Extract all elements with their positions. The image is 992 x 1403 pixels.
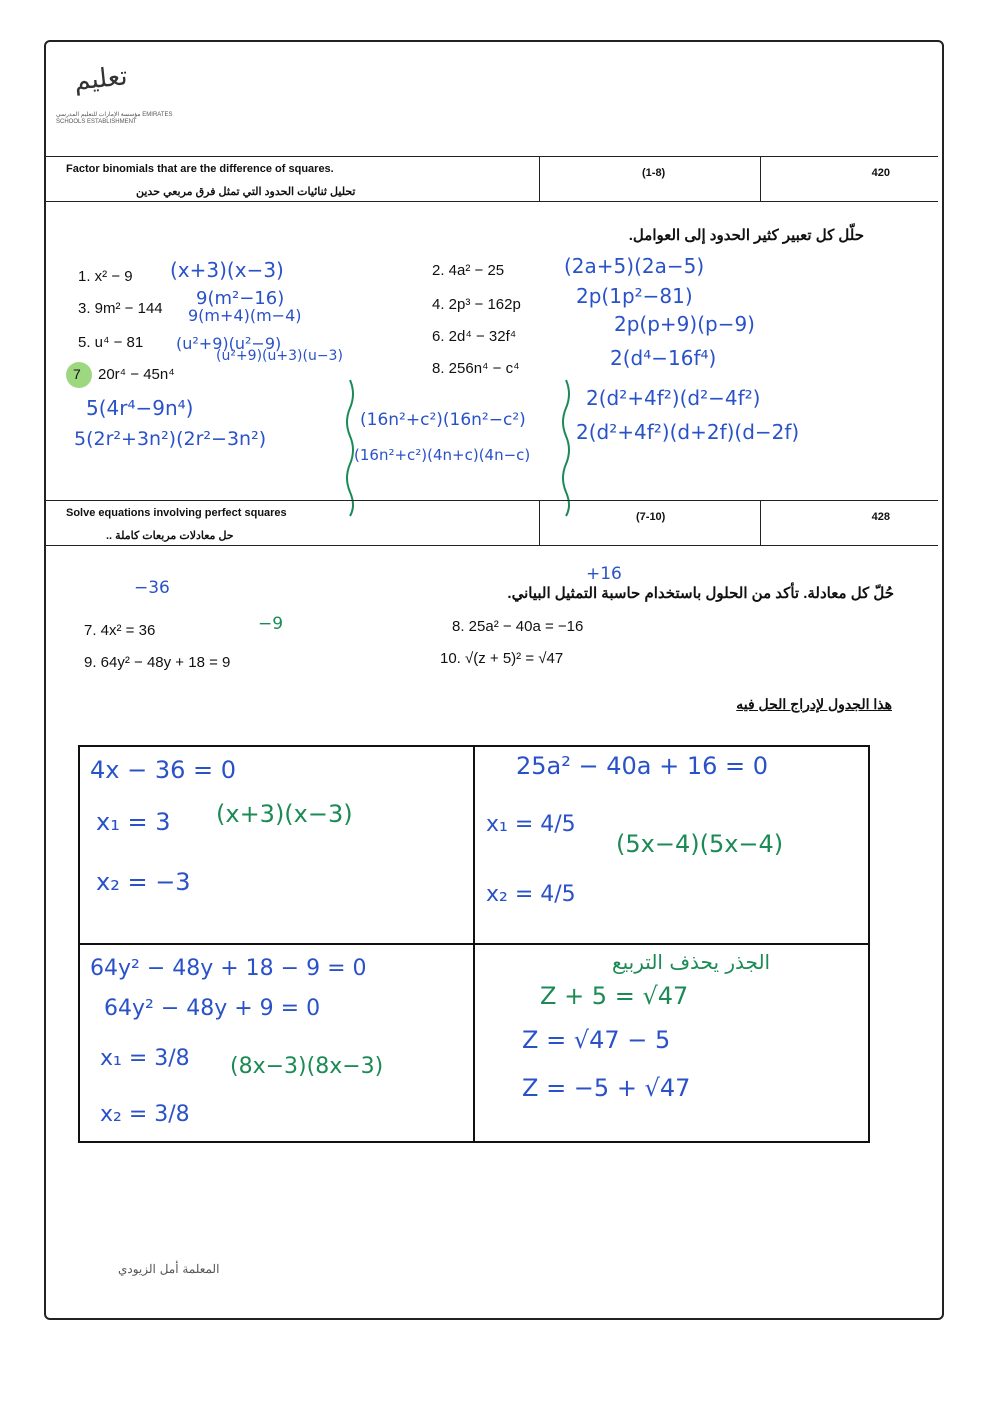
answer-5b: (u²+9)(u+3)(u−3) bbox=[216, 348, 343, 364]
logo-subtitle: مؤسسة الإمارات للتعليم المدرسي EMIRATES SCHOOLS ESTABLISHMENT bbox=[56, 112, 173, 125]
cell2-line4: x₂ = 4/5 bbox=[486, 882, 576, 907]
cell2-line1: 25a² − 40a + 16 = 0 bbox=[516, 752, 769, 780]
section1-title-en: Factor binomials that are the difference of squares. bbox=[66, 163, 334, 175]
answer-6c: 2(d²+4f²)(d+2f)(d−2f) bbox=[576, 420, 800, 444]
problem-4: 4. 2p³ − 162p bbox=[432, 296, 521, 313]
note-7: −36 bbox=[134, 578, 170, 598]
cell4-note: الجذر يحذف التربيع bbox=[612, 950, 771, 974]
answer-8a: (16n²+c²)(16n²−c²) bbox=[360, 410, 526, 430]
cell2-line2: x₁ = 4/5 bbox=[486, 812, 576, 837]
solution-table bbox=[78, 745, 870, 1143]
problem-6: 6. 2d⁴ − 32f⁴ bbox=[432, 328, 517, 345]
equation-7: 7. 4x² = 36 bbox=[84, 622, 156, 639]
section2-page: 428 bbox=[871, 511, 890, 523]
problem-5: 5. u⁴ − 81 bbox=[78, 334, 144, 351]
section1-range: (1-8) bbox=[642, 167, 666, 179]
logo-text: تعليم bbox=[72, 61, 129, 97]
problem-3: 3. 9m² − 144 bbox=[78, 300, 163, 317]
problem-7: 20r⁴ − 45n⁴ bbox=[98, 366, 175, 383]
section2-range: (7-10) bbox=[636, 511, 666, 523]
section1-page: 420 bbox=[871, 167, 890, 179]
problem-2: 2. 4a² − 25 bbox=[432, 262, 505, 279]
section1-title-ar: تحليل ثنائيات الحدود التي تمثل فرق مربعي حدين bbox=[136, 186, 356, 198]
problem-1: 1. x² − 9 bbox=[78, 268, 133, 285]
cell1-line3: (x+3)(x−3) bbox=[216, 800, 353, 828]
section2-instruction: حُلّ كل معادلة. تأكد من الحلول باستخدام حاسبة التمثيل البياني. bbox=[507, 585, 894, 602]
answer-8b: (16n²+c²)(4n+c)(4n−c) bbox=[354, 446, 531, 464]
equation-10: 10. √(z + 5)² = √47 bbox=[440, 650, 564, 667]
answer-7b: 5(2r²+3n²)(2r²−3n²) bbox=[74, 428, 267, 450]
cell3-line4: (8x−3)(8x−3) bbox=[230, 1054, 384, 1079]
answer-1: (x+3)(x−3) bbox=[170, 258, 284, 282]
answer-7a: 5(4r⁴−9n⁴) bbox=[86, 396, 194, 420]
problem-7-number: 7 bbox=[73, 366, 81, 382]
teacher-signature: المعلمة أمل الزيودي bbox=[118, 1262, 220, 1276]
table-caption: هذا الجدول لإدراج الحل فيه bbox=[736, 696, 892, 712]
cell3-line3: x₁ = 3/8 bbox=[100, 1046, 190, 1071]
cell4-line1: Z + 5 = √47 bbox=[540, 982, 689, 1010]
section2-title-ar: حل معادلات مربعات كاملة .. bbox=[106, 530, 234, 542]
cell1-line2: x₁ = 3 bbox=[96, 808, 171, 836]
note-8: +16 bbox=[586, 564, 622, 584]
answer-3a: 9(m²−16) bbox=[196, 288, 285, 309]
cell4-line3: Z = −5 + √47 bbox=[522, 1074, 691, 1102]
section2-title-en: Solve equations involving perfect squares bbox=[66, 507, 287, 519]
cell3-line5: x₂ = 3/8 bbox=[100, 1102, 190, 1127]
cell4-line2: Z = √47 − 5 bbox=[522, 1026, 671, 1054]
cell2-line3: (5x−4)(5x−4) bbox=[616, 830, 784, 858]
answer-5a: (u²+9)(u²−9) bbox=[176, 334, 282, 353]
section1-instruction: حلّل كل تعبير كثير الحدود إلى العوامل. bbox=[628, 227, 864, 244]
cell1-line4: x₂ = −3 bbox=[96, 868, 191, 896]
answer-4b: 2p(p+9)(p−9) bbox=[614, 312, 755, 336]
answer-6b: 2(d²+4f²)(d²−4f²) bbox=[586, 386, 761, 410]
answer-2: (2a+5)(2a−5) bbox=[564, 254, 705, 278]
problem-8: 8. 256n⁴ − c⁴ bbox=[432, 360, 520, 377]
answer-6a: 2(d⁴−16f⁴) bbox=[610, 346, 717, 370]
answer-3b: 9(m+4)(m−4) bbox=[188, 306, 302, 325]
section2-header bbox=[46, 500, 938, 546]
cell1-line1: 4x − 36 = 0 bbox=[90, 756, 237, 784]
equation-8: 8. 25a² − 40a = −16 bbox=[452, 618, 584, 635]
answer-4a: 2p(1p²−81) bbox=[576, 284, 693, 308]
equation-9: 9. 64y² − 48y + 18 = 9 bbox=[84, 654, 231, 671]
cell3-line2: 64y² − 48y + 9 = 0 bbox=[104, 996, 321, 1021]
note-9: −9 bbox=[258, 614, 284, 634]
cell3-line1: 64y² − 48y + 18 − 9 = 0 bbox=[90, 956, 367, 981]
